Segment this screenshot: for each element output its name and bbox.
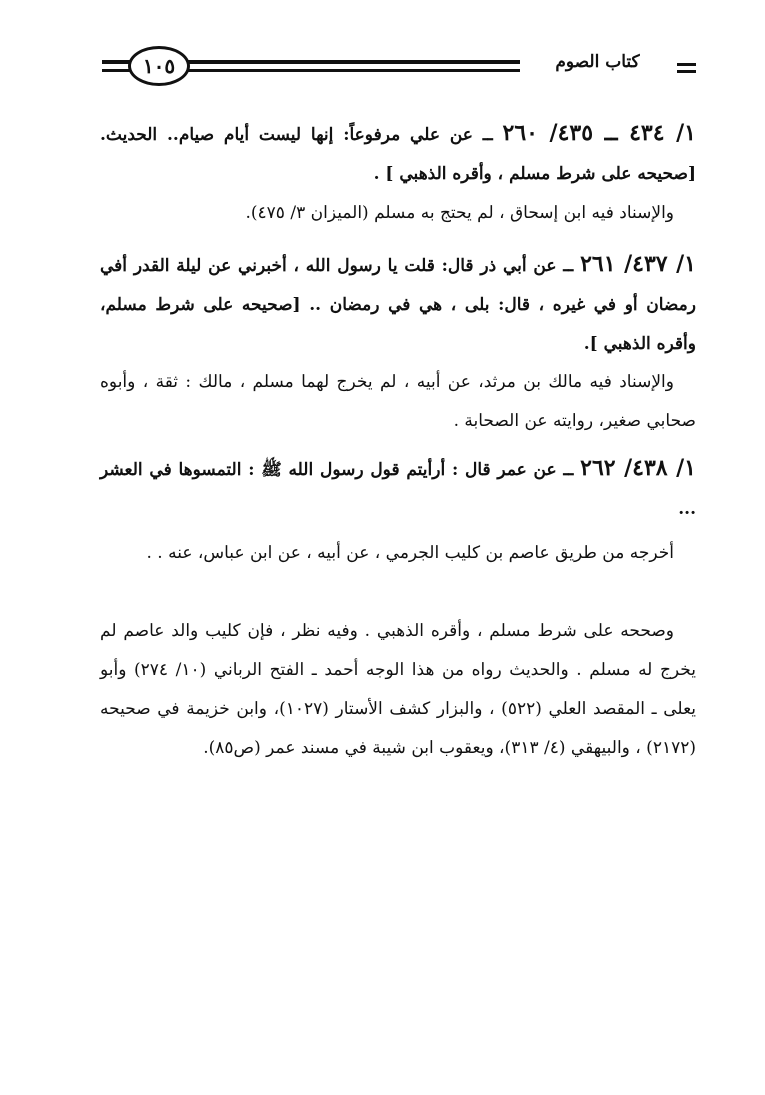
hadith-reference: ١/ ٤٣٨/ ٢٦٢ (580, 455, 696, 481)
hadith-text: ــ عن أبي ذر قال: قلت يا رسول الله ، أخبرني عن ليلة القدر أفي رمضان أو في غيره ، قال: بلى ، هي في رمضان .. [صحيحه على شرط مسلم، وأقره الذهبي ]. (100, 256, 696, 354)
book-title: كتاب الصوم (555, 52, 640, 72)
commentary-438-source (100, 534, 696, 573)
header-rule-main-top (188, 60, 520, 64)
hadith-text: ــ عن عمر قال : أرأيتم قول رسول الله ﷺ : التمسوها في العشر ... (100, 460, 696, 519)
page-number: ١٠٥ (142, 54, 176, 78)
hadith-434 (100, 114, 696, 194)
header-rule-main-bottom (188, 69, 520, 72)
hadith-reference: ١/ ٤٣٧/ ٢٦١ (580, 251, 696, 277)
commentary-437 (100, 363, 696, 441)
page-number-badge (128, 46, 190, 86)
commentary-text: والإسناد فيه ابن إسحاق ، لم يحتج به مسلم (الميزان ٣/ ٤٧٥). (245, 203, 674, 223)
commentary-text: أخرجه من طريق عاصم بن كليب الجرمي ، عن أبيه ، عن ابن عباس، عنه . . (146, 543, 674, 563)
commentary-434 (100, 194, 696, 233)
commentary-text: والإسناد فيه مالك بن مرثد، عن أبيه ، لم يخرج لهما مسلم ، مالك : ثقة ، وأبوه صحابي صغير، روايته عن الصحابة . (100, 372, 696, 431)
commentary-438-analysis (100, 612, 696, 768)
hadith-text: ــ عن علي مرفوعاً: إنها ليست أيام صيام.. الحديث. [صحيحه على شرط مسلم ، وأقره الذهبي ] . (100, 125, 696, 184)
hadith-437 (100, 245, 696, 364)
hadith-438 (100, 449, 696, 529)
header-rule-right-bottom (677, 70, 696, 73)
hadith-reference: ١/ ٤٣٤ ــ ٤٣٥/ ٢٦٠ (502, 120, 696, 146)
commentary-text: وصححه على شرط مسلم ، وأقره الذهبي . وفيه نظر ، فإن كليب والد عاصم لم يخرج له مسلم . والحديث رواه من هذا الوجه أحمد ـ الفتح الرباني (١٠/ ٢٧٤) وأبو يعلى ـ المقصد العلي (٥٢٢) ، والبزار كشف الأستار (١٠٢٧)، وابن خزيمة في صحيحه (٢١٧٢) ، والبيهقي (٤/ ٣١٣)، ويعقوب ابن شيبة في مسند عمر (ص٨٥). (100, 621, 697, 758)
header-rule-right-top (677, 63, 696, 66)
page-header (0, 0, 765, 100)
